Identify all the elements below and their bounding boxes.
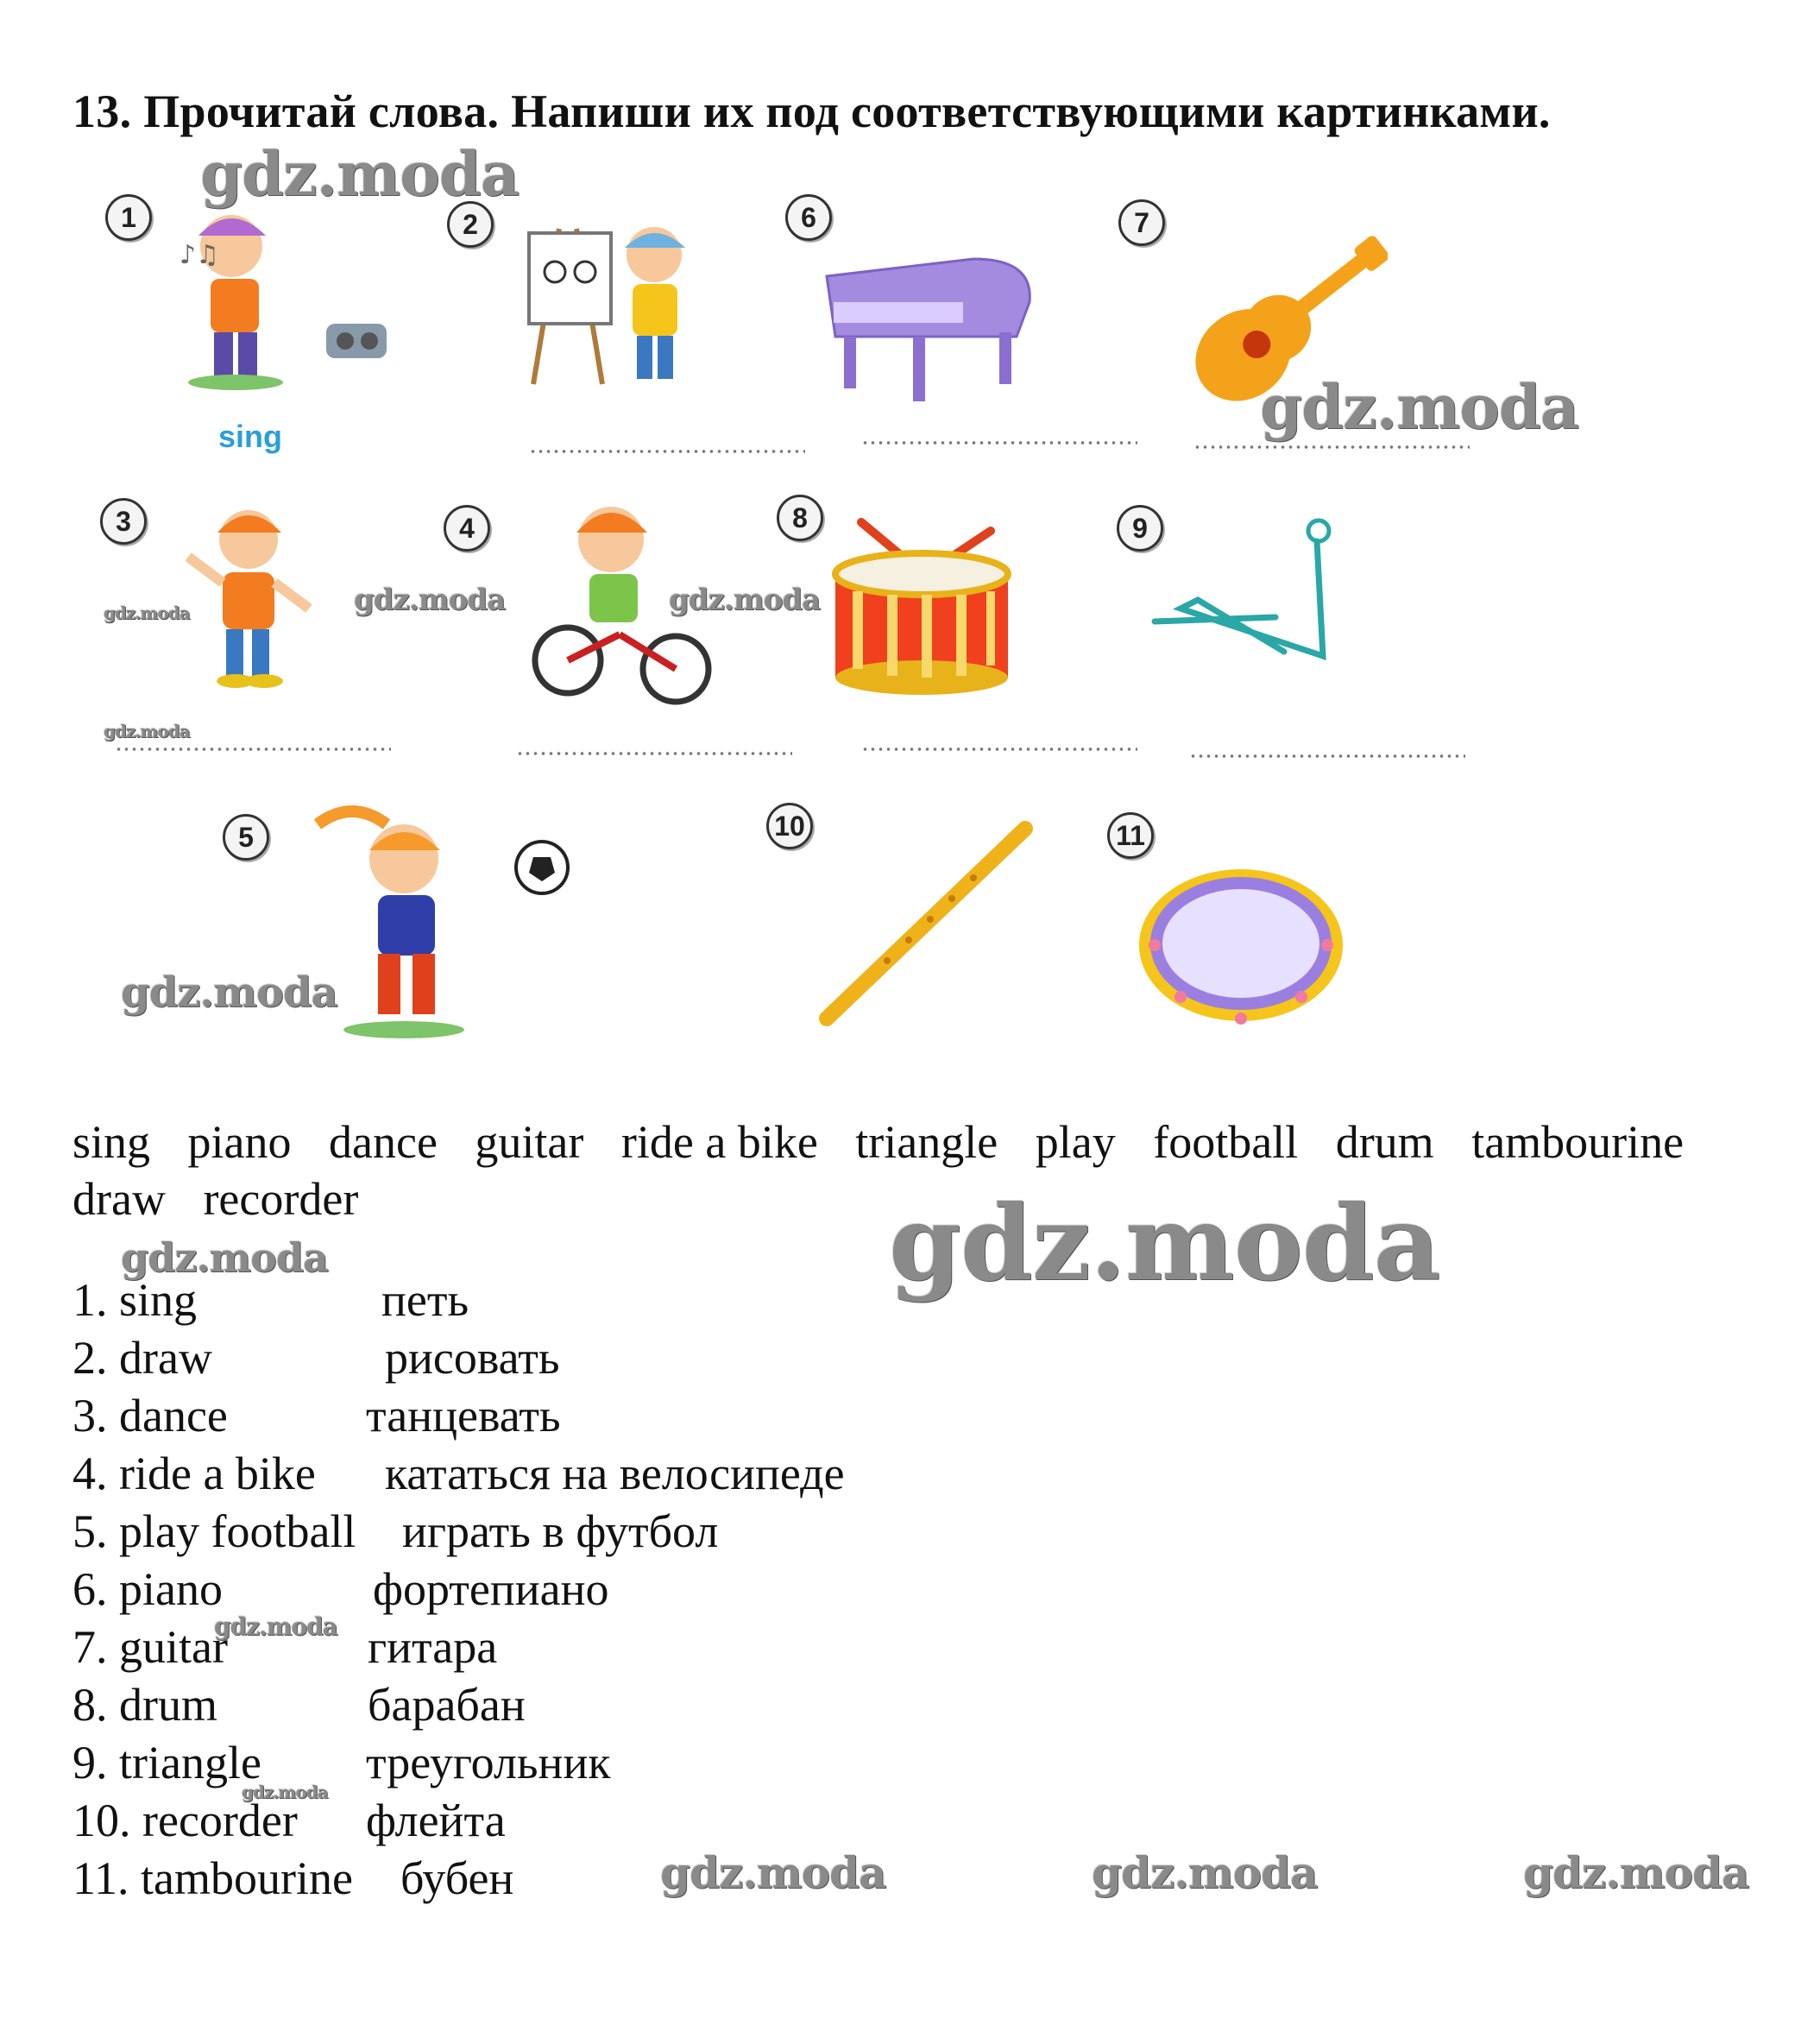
picture-cell-10 (766, 790, 1103, 1066)
picture-number: 9 (1117, 505, 1163, 552)
watermark: gdz.moda (354, 583, 506, 617)
girl-playing-football-icon (292, 790, 620, 1049)
answer-english: 10. recorder (72, 1795, 298, 1846)
word-bank-item: draw (72, 1173, 166, 1225)
boy-dancing-icon (171, 496, 378, 703)
picture-number: 7 (1118, 199, 1165, 246)
word-bank-item: drum (1335, 1116, 1434, 1168)
answer-dots (516, 751, 792, 756)
answer-russian: рисовать (385, 1332, 560, 1384)
word-bank-item: recorder (203, 1173, 359, 1225)
picture-cell-4 (421, 479, 758, 764)
watermark: gdz.moda (104, 602, 190, 623)
word-bank-item: football (1153, 1116, 1299, 1168)
answer-english: 6. piano (72, 1563, 223, 1615)
watermark: gdz.moda (121, 1234, 328, 1281)
watermark: gdz.moda (200, 138, 520, 210)
answer-english: 1. sing (72, 1274, 198, 1326)
picture-grid (76, 168, 1422, 1075)
picture-number: 8 (777, 495, 823, 541)
picture-number: 5 (223, 814, 269, 861)
answer-dots (1189, 754, 1465, 759)
answer-english: 8. drum (72, 1679, 217, 1731)
picture-cell-8 (766, 479, 1103, 764)
watermark: gdz.moda (1092, 1847, 1318, 1898)
word-bank-item: ride a bike (620, 1116, 818, 1168)
picture-number: 11 (1107, 812, 1154, 859)
answer-russian: играть в футбол (402, 1505, 719, 1557)
answer-dots (1193, 445, 1470, 450)
answer-russian: петь (381, 1274, 469, 1326)
answer-russian: танцевать (366, 1390, 561, 1441)
answer-russian: флейта (366, 1795, 506, 1846)
answer-english: 5. play football (72, 1505, 356, 1557)
answer-russian: гитара (368, 1621, 498, 1673)
watermark: gdz.moda (121, 968, 337, 1017)
answer-dots (529, 449, 805, 454)
answer-russian: барабан (368, 1679, 526, 1731)
picture-cell-1 (76, 168, 412, 462)
answer-russian: фортепиано (373, 1563, 609, 1615)
picture-cell-9 (1112, 479, 1422, 764)
boy-drawing-icon (516, 194, 740, 401)
sample-answer: sing (218, 419, 283, 454)
watermark: gdz.moda (1523, 1847, 1749, 1898)
word-bank-item: tambourine (1471, 1116, 1685, 1168)
word-bank-item: guitar (475, 1116, 584, 1168)
watermark: gdz.moda (1260, 371, 1579, 443)
picture-number: 2 (447, 201, 494, 248)
answer-dots (861, 440, 1137, 445)
watermark: gdz.moda (214, 1612, 337, 1641)
svg-text:♪♫: ♪♫ (179, 240, 220, 270)
answer-dots (861, 747, 1137, 752)
answer-english: 2. draw (72, 1332, 212, 1384)
picture-number: 10 (766, 803, 813, 849)
answer-russian: кататься на велосипеде (385, 1448, 845, 1499)
word-bank-item: play (1035, 1116, 1116, 1168)
task-title: 13. Прочитай слова. Напиши их под соответствующими картинками. (72, 85, 1551, 137)
word-bank-item: piano (187, 1116, 292, 1168)
answer-english: 9. triangle (72, 1737, 261, 1788)
answer-russian: бубен (400, 1852, 514, 1904)
word-bank-item: sing (72, 1116, 151, 1168)
picture-number: 6 (785, 194, 832, 241)
answer-english: 3. dance (72, 1390, 228, 1441)
picture-cell-11 (1103, 790, 1422, 1066)
answer-english: 4. ride a bike (72, 1448, 316, 1499)
boy-singing-icon (154, 194, 412, 393)
picture-number: 1 (105, 194, 152, 241)
answer-english: 11. tambourine (72, 1852, 353, 1904)
piano-icon (818, 242, 1042, 406)
watermark: gdz.moda (242, 1782, 328, 1802)
answer-dots (115, 747, 391, 752)
watermark: gdz.moda (660, 1847, 886, 1898)
picture-cell-2 (421, 168, 758, 462)
drum-icon (818, 514, 1025, 703)
picture-number: 4 (444, 505, 490, 552)
triangle-icon (1146, 505, 1370, 678)
watermark: gdz.moda (104, 721, 190, 741)
picture-cell-5 (205, 790, 620, 1066)
watermark: gdz.moda (889, 1183, 1440, 1304)
answer-english: 7. guitar (72, 1621, 228, 1673)
picture-number: 3 (100, 498, 147, 545)
watermark: gdz.moda (669, 583, 821, 617)
picture-cell-6 (766, 168, 1103, 462)
tambourine-icon (1129, 850, 1353, 1040)
recorder-icon (801, 816, 1060, 1040)
word-bank-item: triangle (855, 1116, 998, 1168)
word-bank-item: dance (329, 1116, 438, 1168)
answer-russian: треугольник (366, 1737, 611, 1788)
